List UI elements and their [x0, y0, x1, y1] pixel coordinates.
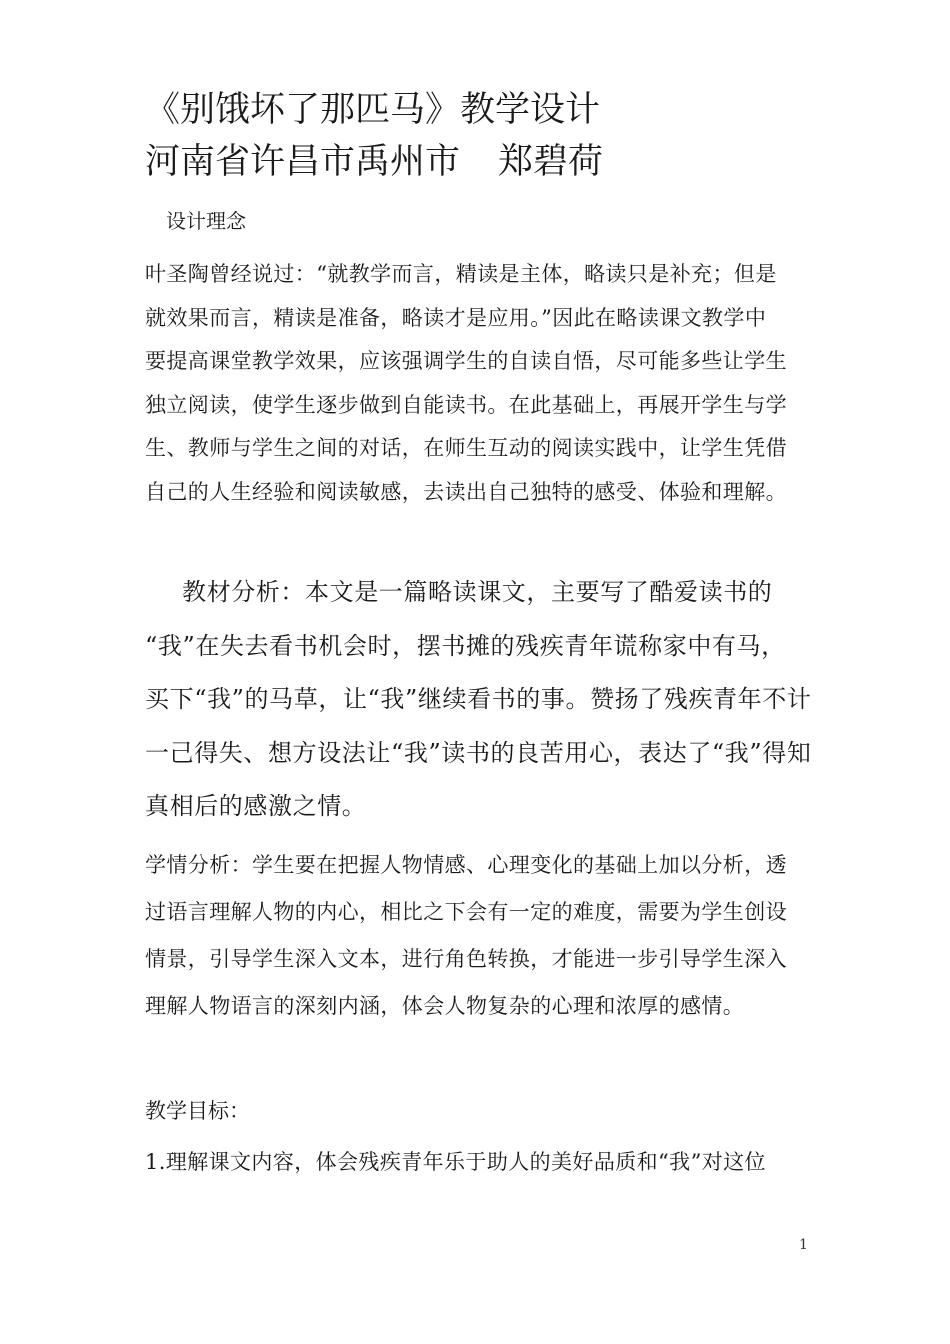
- paragraph-line: 情景，引导学生深入文本，进行角色转换，才能进一步引导学生深入: [145, 947, 787, 971]
- paragraph-line: 自己的人生经验和阅读敏感，去读出自己独特的感受、体验和理解。: [145, 479, 787, 504]
- section-heading-design-idea: 设计理念: [166, 209, 246, 233]
- paragraph-line: 要提高课堂教学效果，应该强调学生的自读自悟，尽可能多些让学生: [145, 349, 787, 373]
- section-heading-teaching-goals: 教学目标：: [145, 1099, 250, 1123]
- document-title: 《别饿坏了那匹马》教学设计: [145, 90, 601, 130]
- paragraph-design-idea: [145, 253, 825, 514]
- paragraph-line: 过语言理解人物的内心，相比之下会有一定的难度，需要为学生创设: [145, 900, 787, 924]
- paragraph-line: 叶圣陶曾经说过：“就教学而言，精读是主体，略读只是补充；但是: [145, 262, 777, 286]
- paragraph-line: 买下“我”的马草，让“我”继续看书的事。赞扬了残疾青年不计: [145, 685, 812, 713]
- author-line: [145, 140, 603, 184]
- author-name: 郑碧荷: [498, 142, 604, 182]
- paragraph-line: 真相后的感激之情。: [145, 792, 367, 820]
- paragraph-material-analysis: [145, 566, 825, 834]
- paragraph-learner-analysis: [145, 842, 825, 1030]
- paragraph-line: 学情分析：学生要在把握人物情感、心理变化的基础上加以分析，透: [145, 853, 787, 877]
- teaching-goal-item: [145, 1147, 825, 1177]
- paragraph-line: 一己得失、想方设法让“我”读书的良苦用心，表达了“我”得知: [145, 738, 812, 767]
- paragraph-line: “我”在失去看书机会时，摆书摊的残疾青年谎称家中有马，: [145, 631, 786, 660]
- paragraph-line: 独立阅读，使学生逐步做到自能读书。在此基础上，再展开学生与学: [145, 392, 787, 417]
- author-location: 河南省许昌市禹州市: [145, 142, 461, 182]
- paragraph-line: 教材分析：本文是一篇略读课文，主要写了酷爱读书的: [182, 578, 773, 606]
- paragraph-line: 生、教师与学生之间的对话，在师生互动的阅读实践中，让学生凭借: [145, 436, 787, 460]
- page-number: 1: [799, 1237, 808, 1253]
- paragraph-line: 1.理解课文内容，体会残疾青年乐于助人的美好品质和“我”对这位: [145, 1150, 766, 1174]
- paragraph-line: 理解人物语言的深刻内涵，体会人物复杂的心理和浓厚的感情。: [145, 994, 745, 1018]
- paragraph-line: 就效果而言，精读是准备，略读才是应用。”因此在略读课文教学中: [145, 305, 767, 330]
